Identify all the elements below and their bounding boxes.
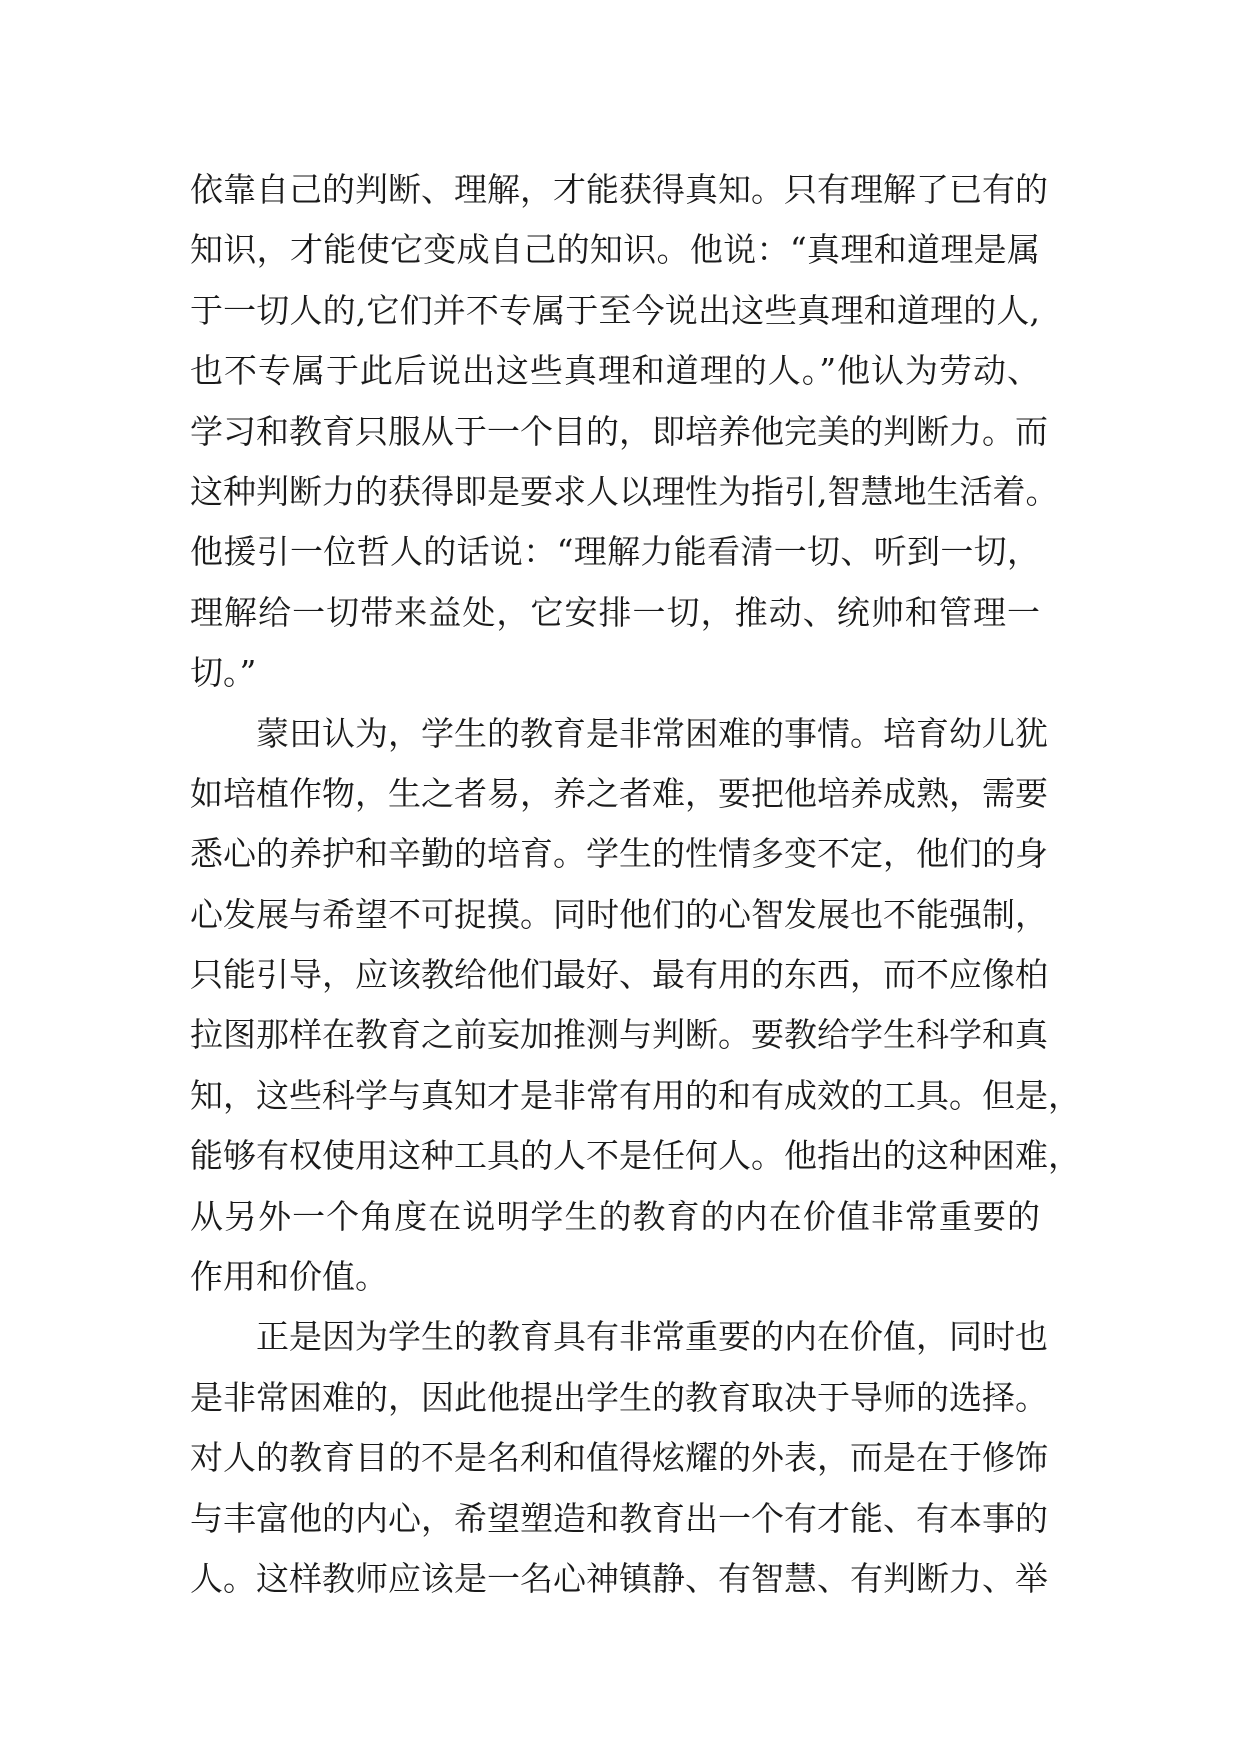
paragraph <box>190 1307 1090 1609</box>
text-line: 作用和价值。 <box>190 1257 388 1297</box>
text-line: 蒙田认为，学生的教育是非常困难的事情。培育幼儿犹 <box>256 713 1048 753</box>
text-line: 人。这样教师应该是一名心神镇静、有智慧、有判断力、举 <box>190 1558 1048 1598</box>
text-line: 知识，才能使它变成自己的知识。他说：“真理和道理是属 <box>190 230 1041 270</box>
text-line: 能够有权使用这种工具的人不是任何人。他指出的这种困难， <box>190 1136 1081 1176</box>
text-line: 理解给一切带来益处，它安排一切，推动、统帅和管理一 <box>190 592 1042 632</box>
text-line: 是非常困难的，因此他提出学生的教育取决于导师的选择。 <box>190 1377 1048 1417</box>
text-line: 只能引导，应该教给他们最好、最有用的东西，而不应像柏 <box>190 955 1048 995</box>
text-line: 悉心的养护和辛勤的培育。学生的性情多变不定，他们的身 <box>190 834 1048 874</box>
text-line: 如培植作物，生之者易，养之者难，要把他培养成熟，需要 <box>190 773 1048 813</box>
text-line: 于一切人的,它们并不专属于至今说出这些真理和道理的人, <box>190 290 1041 330</box>
text-line: 拉图那样在教育之前妄加推测与判断。要教给学生科学和真 <box>190 1015 1048 1055</box>
text-line: 正是因为学生的教育具有非常重要的内在价值，同时也 <box>256 1317 1048 1357</box>
paragraph <box>190 704 1090 1308</box>
text-line: 心发展与希望不可捉摸。同时他们的心智发展也不能强制， <box>190 894 1048 934</box>
text-line: 与丰富他的内心，希望塑造和教育出一个有才能、有本事的 <box>190 1498 1048 1538</box>
text-line: 依靠自己的判断、理解，才能获得真知。只有理解了已有的 <box>190 170 1048 209</box>
text-line: 学习和教育只服从于一个目的，即培养他完美的判断力。而 <box>190 411 1048 451</box>
text-line: 知，这些科学与真知才是非常有用的和有成效的工具。但是， <box>190 1075 1081 1115</box>
text-line: 对人的教育目的不是名利和值得炫耀的外表，而是在于修饰 <box>190 1438 1048 1478</box>
body-text <box>190 160 1090 1609</box>
text-line: 这种判断力的获得即是要求人以理性为指引,智慧地生活着。 <box>190 471 1059 511</box>
text-line: 也不专属于此后说出这些真理和道理的人。”他认为劳动、 <box>190 351 1041 391</box>
text-line: 切。” <box>190 653 257 693</box>
text-line: 从另外一个角度在说明学生的教育的内在价值非常重要的 <box>190 1196 1042 1236</box>
paragraph <box>190 160 1090 704</box>
text-line: 他援引一位哲人的话说：“理解力能看清一切、听到一切， <box>190 532 1041 572</box>
